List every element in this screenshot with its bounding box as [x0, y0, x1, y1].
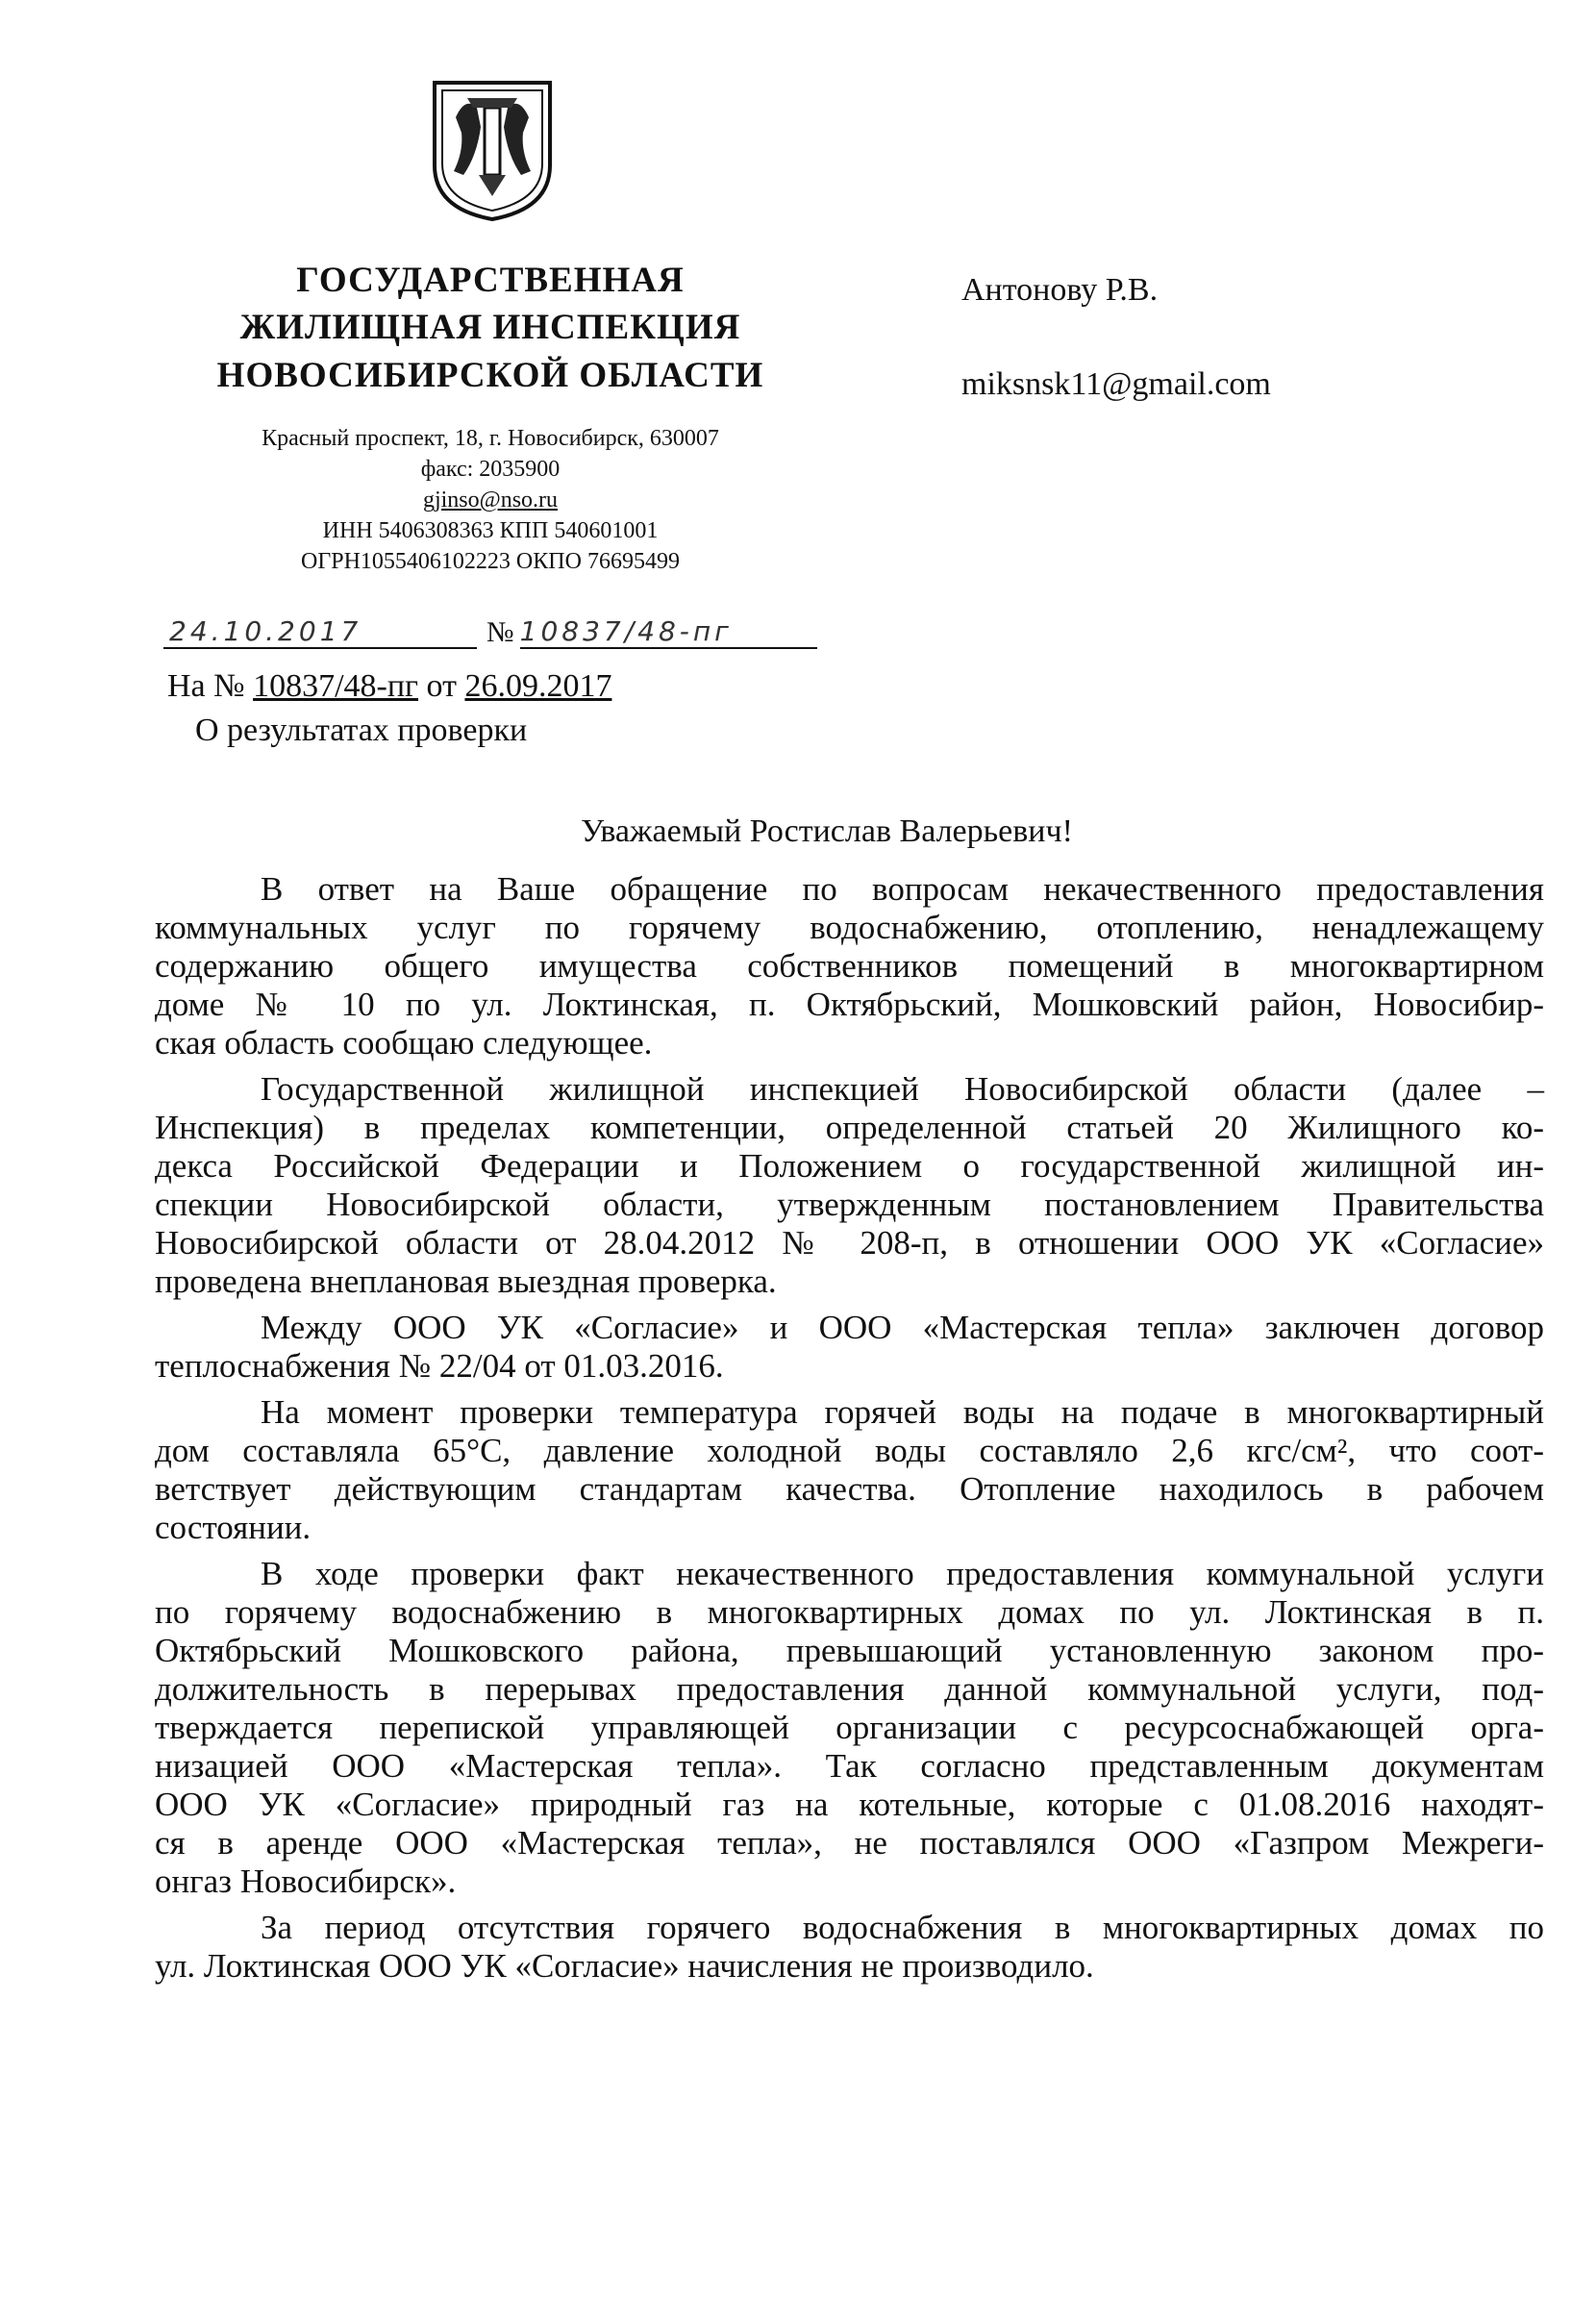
body-line: Октябрьский Мошковского района, превышающий установленную законом про- — [155, 1632, 1544, 1669]
reference-number: 10837/48-пг — [253, 668, 419, 704]
reference-line — [167, 668, 611, 705]
body-line: должительность в перерывах предоставления данной коммунальной услуги, под- — [155, 1670, 1544, 1708]
body-line: ООО УК «Согласие» природный газ на котельные, которые с 01.08.2016 находят- — [155, 1786, 1544, 1823]
body-line: В ответ на Ваше обращение по вопросам некачественного предоставления — [261, 870, 1544, 908]
body-line: коммунальных услуг по горячему водоснабжению, отоплению, ненадлежащему — [155, 909, 1544, 946]
body-line: ская область сообщаю следующее. — [155, 1024, 653, 1062]
organization-inn-kpp: ИНН 5406308363 КПП 540601001 — [322, 518, 659, 543]
body-line: декса Российской Федерации и Положением о государственной жилищной ин- — [155, 1147, 1544, 1185]
body-line: тверждается перепиской управляющей организации с ресурсоснабжающей орга- — [155, 1709, 1544, 1746]
organization-address: Красный проспект, 18, г. Новосибирск, 630007 — [262, 426, 719, 451]
body-line: За период отсутствия горячего водоснабжения в многоквартирных домах по — [261, 1909, 1544, 1946]
number-label: № — [486, 616, 514, 648]
letter-body — [155, 870, 1544, 1993]
outgoing-registration — [163, 615, 817, 649]
body-line: ветствует действующим стандартам качества. Отопление находилось в рабочем — [155, 1470, 1544, 1508]
body-line: по горячему водоснабжению в многоквартирных домах по ул. Локтинская в п. — [155, 1593, 1544, 1631]
body-line: ся в аренде ООО «Мастерская тепла», не поставлялся ООО «Газпром Межреги- — [155, 1824, 1544, 1862]
organization-name-line: ГОСУДАРСТВЕННАЯ — [296, 261, 685, 300]
body-line: На момент проверки температура горячей воды на подаче в многоквартирный — [261, 1393, 1544, 1431]
recipient-email: miksnsk11@gmail.com — [961, 366, 1271, 402]
body-line: Между ООО УК «Согласие» и ООО «Мастерская тепла» заключен договор — [261, 1309, 1544, 1346]
organization-fax: факс: 2035900 — [420, 457, 561, 482]
body-line: ул. Локтинская ООО УК «Согласие» начисления не производило. — [155, 1947, 1094, 1985]
body-line: онгаз Новосибирск». — [155, 1862, 457, 1900]
organization-ogrn-okpo: ОГРН1055406102223 ОКПО 76695499 — [301, 549, 680, 574]
body-paragraph — [155, 1909, 1544, 1986]
body-line: В ходе проверки факт некачественного предоставления коммунальной услуги — [261, 1555, 1544, 1592]
organization-name-line: НОВОСИБИРСКОЙ ОБЛАСТИ — [216, 356, 764, 395]
body-line: проведена внеплановая выездная проверка. — [155, 1262, 777, 1300]
outgoing-date: 24.10.2017 — [163, 615, 477, 649]
body-paragraph — [155, 1393, 1544, 1547]
body-line: Инспекция) в пределах компетенции, определенной статьей 20 Жилищного ко- — [155, 1109, 1544, 1146]
body-paragraph — [155, 1309, 1544, 1386]
body-line: Государственной жилищной инспекцией Новосибирской области (далее – — [261, 1070, 1544, 1108]
salutation: Уважаемый Ростислав Валерьевич! — [581, 813, 1073, 849]
body-paragraph — [155, 1555, 1544, 1901]
recipient-name: Антонову Р.В. — [961, 272, 1159, 308]
organization-requisites — [144, 423, 836, 577]
reference-prefix: На № — [167, 668, 245, 704]
body-line: Новосибирской области от 28.04.2012 № 208-п, в отношении ООО УК «Согласие» — [155, 1224, 1544, 1262]
reference-from: от — [426, 668, 457, 704]
body-line: теплоснабжения № 22/04 от 01.03.2016. — [155, 1347, 724, 1385]
body-line: содержанию общего имущества собственников помещений в многоквартирном — [155, 947, 1544, 985]
body-line: состоянии. — [155, 1509, 312, 1546]
reference-date: 26.09.2017 — [464, 668, 612, 704]
body-paragraph — [155, 1070, 1544, 1301]
organization-email-link[interactable]: gjinso@nso.ru — [422, 488, 559, 512]
body-line: низацией ООО «Мастерская тепла». Так согласно представленным документам — [155, 1747, 1544, 1785]
body-line: дом составляла 65°С, давление холодной воды составляло 2,6 кгс/см², что соот- — [155, 1432, 1544, 1469]
body-paragraph — [155, 870, 1544, 1062]
body-line: доме № 10 по ул. Локтинская, п. Октябрьский, Мошковский район, Новосибир- — [155, 986, 1544, 1023]
letter-subject: О результатах проверки — [195, 712, 528, 748]
organization-name-line: ЖИЛИЩНАЯ ИНСПЕКЦИЯ — [239, 308, 741, 347]
outgoing-number: 10837/48-пг — [520, 615, 817, 649]
body-line: спекции Новосибирской области, утвержденным постановлением Правительства — [155, 1186, 1544, 1223]
coat-of-arms-icon — [429, 79, 556, 223]
